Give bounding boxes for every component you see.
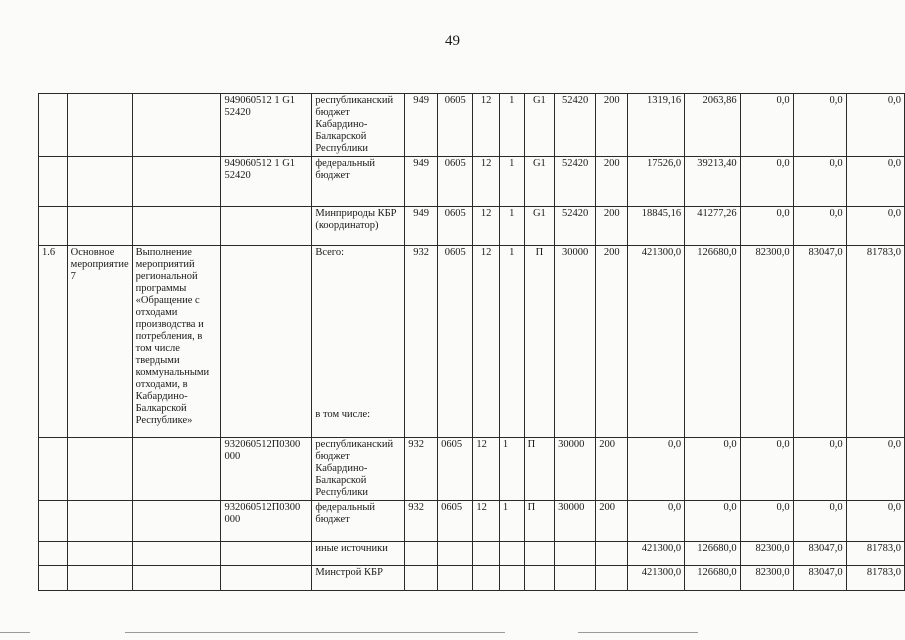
table-row xyxy=(39,94,905,157)
funding-source: федеральный бюджет xyxy=(312,157,405,207)
event-name xyxy=(132,94,221,157)
grbs-code: 932 xyxy=(405,246,438,438)
subprogram-code: 1 xyxy=(499,501,524,542)
program-code xyxy=(473,542,499,566)
expense-type-code: 200 xyxy=(596,157,628,207)
funding-source: иные источники xyxy=(312,542,405,566)
subprogram-code: 1 xyxy=(499,438,524,501)
section-code xyxy=(438,542,473,566)
row-number xyxy=(39,157,68,207)
program-code: 12 xyxy=(473,157,499,207)
event-name xyxy=(132,501,221,542)
event-code: П xyxy=(524,246,555,438)
amount-year-2: 126680,0 xyxy=(685,246,740,438)
amount-year-5: 81783,0 xyxy=(846,542,904,566)
row-number: 1.6 xyxy=(39,246,68,438)
amount-year-4: 0,0 xyxy=(793,438,846,501)
amount-year-4: 83047,0 xyxy=(793,566,846,591)
row-number xyxy=(39,207,68,246)
funding-source: федеральный бюджет xyxy=(312,501,405,542)
amount-year-3: 0,0 xyxy=(740,438,793,501)
event-code xyxy=(524,566,555,591)
direction-code: 52420 xyxy=(555,207,596,246)
amount-year-5: 0,0 xyxy=(846,438,904,501)
amount-year-4: 83047,0 xyxy=(793,246,846,438)
amount-year-5: 81783,0 xyxy=(846,246,904,438)
event-name xyxy=(132,207,221,246)
amount-year-4: 0,0 xyxy=(793,501,846,542)
amount-year-1: 18845,16 xyxy=(628,207,685,246)
amount-year-1: 421300,0 xyxy=(628,246,685,438)
expense-type-code: 200 xyxy=(596,246,628,438)
direction-code: 30000 xyxy=(555,246,596,438)
event-type xyxy=(67,207,132,246)
event-name: Выполнение мероприятий региональной программы «Обращение с отходами производства и потребления, в том числе твердыми коммунальными отходами, в Кабардино-Балкарской Республике» xyxy=(132,246,221,438)
section-code: 0605 xyxy=(438,246,473,438)
amount-year-4: 0,0 xyxy=(793,207,846,246)
amount-year-1: 17526,0 xyxy=(628,157,685,207)
section-code: 0605 xyxy=(438,501,473,542)
subprogram-code: 1 xyxy=(499,157,524,207)
event-type xyxy=(67,501,132,542)
grbs-code: 932 xyxy=(405,438,438,501)
funding-source-cell xyxy=(312,246,405,438)
event-name xyxy=(132,438,221,501)
amount-year-4: 83047,0 xyxy=(793,542,846,566)
program-code: 12 xyxy=(473,246,499,438)
event-code: П xyxy=(524,438,555,501)
event-code: G1 xyxy=(524,157,555,207)
funding-source-note: в том числе: xyxy=(315,409,371,420)
scan-edge-line xyxy=(0,632,30,633)
program-code xyxy=(473,566,499,591)
event-code: G1 xyxy=(524,207,555,246)
event-name xyxy=(132,566,221,591)
funding-source: республиканский бюджет Кабардино-Балкарской Республики xyxy=(312,94,405,157)
table-row xyxy=(39,501,905,542)
direction-code: 52420 xyxy=(555,94,596,157)
funding-source: Минприроды КБР (координатор) xyxy=(312,207,405,246)
amount-year-1: 0,0 xyxy=(628,501,685,542)
budget-code xyxy=(221,207,312,246)
row-number xyxy=(39,566,68,591)
subprogram-code: 1 xyxy=(499,207,524,246)
direction-code: 52420 xyxy=(555,157,596,207)
funding-source: Минстрой КБР xyxy=(312,566,405,591)
section-code: 0605 xyxy=(438,438,473,501)
amount-year-1: 1319,16 xyxy=(628,94,685,157)
budget-code: 932060512П0300 000 xyxy=(221,501,312,542)
subprogram-code: 1 xyxy=(499,246,524,438)
amount-year-2: 0,0 xyxy=(685,438,740,501)
amount-year-2: 0,0 xyxy=(685,501,740,542)
event-type xyxy=(67,566,132,591)
program-code: 12 xyxy=(473,438,499,501)
amount-year-2: 2063,86 xyxy=(685,94,740,157)
amount-year-5: 0,0 xyxy=(846,501,904,542)
budget-code xyxy=(221,246,312,438)
page-number: 49 xyxy=(445,33,460,49)
grbs-code: 949 xyxy=(405,94,438,157)
scan-edge-line xyxy=(578,632,698,633)
amount-year-4: 0,0 xyxy=(793,94,846,157)
row-number xyxy=(39,94,68,157)
table-row xyxy=(39,157,905,207)
expense-type-code: 200 xyxy=(596,501,628,542)
amount-year-1: 421300,0 xyxy=(628,566,685,591)
expense-type-code xyxy=(596,542,628,566)
subprogram-code xyxy=(499,566,524,591)
direction-code xyxy=(555,566,596,591)
event-type xyxy=(67,542,132,566)
program-code: 12 xyxy=(473,94,499,157)
amount-year-3: 0,0 xyxy=(740,157,793,207)
event-type xyxy=(67,438,132,501)
amount-year-2: 126680,0 xyxy=(685,566,740,591)
grbs-code: 949 xyxy=(405,157,438,207)
amount-year-5: 81783,0 xyxy=(846,566,904,591)
budget-code xyxy=(221,542,312,566)
amount-year-3: 0,0 xyxy=(740,207,793,246)
budget-code xyxy=(221,566,312,591)
event-code: G1 xyxy=(524,94,555,157)
funding-source: Всего: xyxy=(315,247,345,258)
amount-year-1: 421300,0 xyxy=(628,542,685,566)
amount-year-3: 82300,0 xyxy=(740,566,793,591)
section-code xyxy=(438,566,473,591)
amount-year-1: 0,0 xyxy=(628,438,685,501)
amount-year-2: 41277,26 xyxy=(685,207,740,246)
grbs-code xyxy=(405,542,438,566)
grbs-code xyxy=(405,566,438,591)
budget-code: 949060512 1 G1 52420 xyxy=(221,94,312,157)
scan-edge-line xyxy=(125,632,505,633)
event-name xyxy=(132,542,221,566)
amount-year-2: 39213,40 xyxy=(685,157,740,207)
amount-year-3: 0,0 xyxy=(740,94,793,157)
amount-year-2: 126680,0 xyxy=(685,542,740,566)
subprogram-code: 1 xyxy=(499,94,524,157)
program-code: 12 xyxy=(473,501,499,542)
event-type xyxy=(67,157,132,207)
expense-type-code: 200 xyxy=(596,438,628,501)
expense-type-code xyxy=(596,566,628,591)
section-code: 0605 xyxy=(438,207,473,246)
table-row xyxy=(39,246,905,438)
amount-year-3: 82300,0 xyxy=(740,246,793,438)
amount-year-5: 0,0 xyxy=(846,94,904,157)
event-type: Основное мероприятие 7 xyxy=(67,246,132,438)
subprogram-code xyxy=(499,542,524,566)
amount-year-3: 82300,0 xyxy=(740,542,793,566)
direction-code: 30000 xyxy=(555,438,596,501)
event-name xyxy=(132,157,221,207)
budget-table xyxy=(38,93,905,591)
budget-code: 949060512 1 G1 52420 xyxy=(221,157,312,207)
grbs-code: 932 xyxy=(405,501,438,542)
section-code: 0605 xyxy=(438,94,473,157)
amount-year-4: 0,0 xyxy=(793,157,846,207)
amount-year-5: 0,0 xyxy=(846,207,904,246)
event-type xyxy=(67,94,132,157)
event-code xyxy=(524,542,555,566)
amount-year-3: 0,0 xyxy=(740,501,793,542)
row-number xyxy=(39,542,68,566)
funding-source: республиканский бюджет Кабардино-Балкарской Республики xyxy=(312,438,405,501)
table-row xyxy=(39,207,905,246)
table-row xyxy=(39,542,905,566)
expense-type-code: 200 xyxy=(596,94,628,157)
section-code: 0605 xyxy=(438,157,473,207)
amount-year-5: 0,0 xyxy=(846,157,904,207)
budget-code: 932060512П0300 000 xyxy=(221,438,312,501)
program-code: 12 xyxy=(473,207,499,246)
direction-code xyxy=(555,542,596,566)
table-row xyxy=(39,566,905,591)
expense-type-code: 200 xyxy=(596,207,628,246)
row-number xyxy=(39,501,68,542)
direction-code: 30000 xyxy=(555,501,596,542)
row-number xyxy=(39,438,68,501)
table-row xyxy=(39,438,905,501)
event-code: П xyxy=(524,501,555,542)
grbs-code: 949 xyxy=(405,207,438,246)
